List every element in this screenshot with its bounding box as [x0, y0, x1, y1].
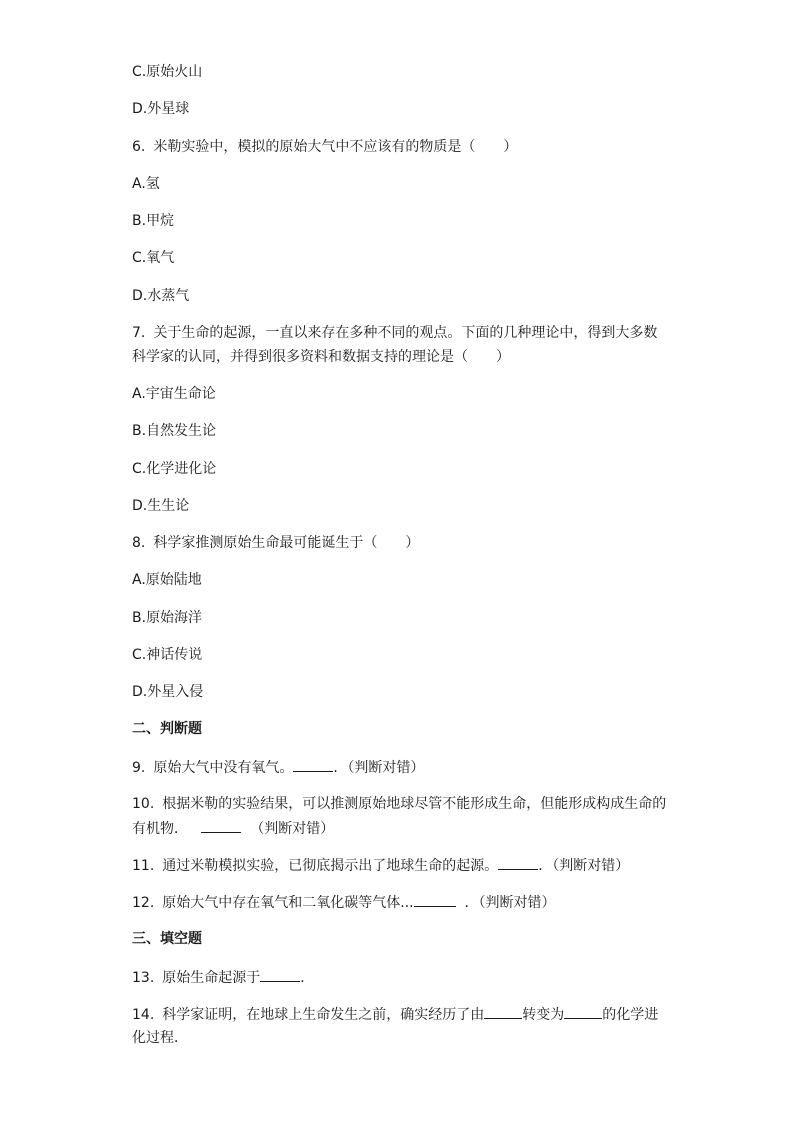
- q7-stem-line2: 科学家的认同，并得到很多资料和数据支持的理论是（ ）: [132, 349, 510, 365]
- q6-option-d: D.水蒸气: [132, 288, 190, 304]
- answer-blank[interactable]: [201, 818, 241, 833]
- q7-stem-line1: 7. 关于生命的起源，一直以来存在多种不同的观点。下面的几种理论中，得到大多数: [132, 325, 658, 341]
- q8-option-a: A.原始陆地: [132, 572, 202, 588]
- q14-line2: 化过程．: [132, 1030, 188, 1046]
- q12: 12. 原始大气中存在氧气和二氧化碳等气体... ．（判断对错）: [132, 892, 556, 913]
- q7-option-d: D.生生论: [132, 498, 190, 514]
- q13: 13. 原始生命起源于 ．: [132, 967, 314, 988]
- q8-option-c: C.神话传说: [132, 647, 203, 663]
- q6-option-c: C.氧气: [132, 250, 175, 266]
- q8-option-b: B.原始海洋: [132, 610, 203, 626]
- q8-option-d: D.外星入侵: [132, 684, 204, 700]
- q6-option-b: B.甲烷: [132, 213, 175, 229]
- answer-blank[interactable]: [414, 892, 456, 907]
- answer-blank[interactable]: [498, 855, 538, 870]
- q7-option-c: C.化学进化论: [132, 461, 217, 477]
- q7-option-a: A.宇宙生命论: [132, 386, 216, 402]
- q6-option-a: A.氢: [132, 176, 160, 192]
- section-heading-judgement: 二、判断题: [132, 721, 202, 737]
- q7-option-b: B.自然发生论: [132, 423, 217, 439]
- section-heading-fill-blank: 三、填空题: [132, 931, 202, 947]
- answer-blank[interactable]: [564, 1004, 602, 1019]
- q14-line1: 14. 科学家证明，在地球上生命发生之前，确实经历了由 转变为 的化学进: [132, 1004, 658, 1025]
- q9: 9. 原始大气中没有氧气。 ．（判断对错）: [132, 757, 424, 778]
- q6-stem: 6. 米勒实验中，模拟的原始大气中不应该有的物质是（ ）: [132, 139, 518, 155]
- q10-line1: 10. 根据米勒的实验结果，可以推测原始地球尽管不能形成生命，但能形成构成生命的: [132, 796, 667, 812]
- q5-option-c: C.原始火山: [132, 64, 203, 80]
- q10-line2: 有机物． （判断对错）: [132, 818, 334, 839]
- answer-blank[interactable]: [484, 1004, 522, 1019]
- answer-blank[interactable]: [293, 757, 333, 772]
- q8-stem: 8. 科学家推测原始生命最可能诞生于（ ）: [132, 535, 420, 551]
- answer-blank[interactable]: [260, 967, 300, 982]
- q11: 11. 通过米勒模拟实验，已彻底揭示出了地球生命的起源。 ．（判断对错）: [132, 855, 629, 876]
- q5-option-d: D.外星球: [132, 101, 190, 117]
